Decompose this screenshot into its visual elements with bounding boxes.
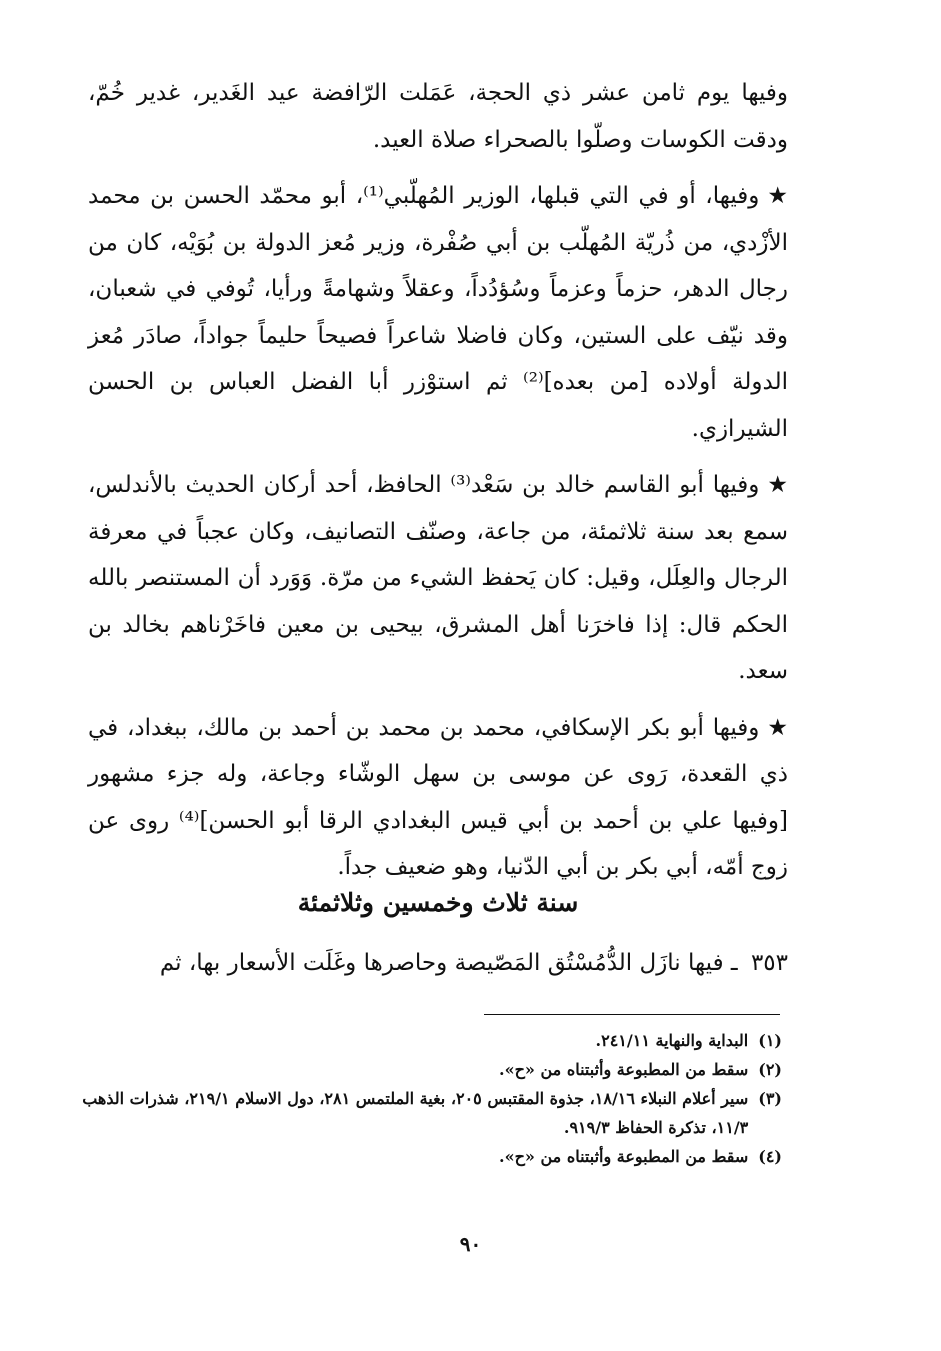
paragraph-iskafi (88, 705, 788, 891)
footnote-text: سير أعلام النبلاء ١٨/١٦، جذوة المقتبس ٢٠٥، بغية الملتمس ٢٨١، دول الاسلام ٢١٩/١، شذرات الذهب ١١/٣، تذكرة الحفاظ ٩١٩/٣. (82, 1089, 749, 1137)
paragraph-text: وفيها أبو القاسم خالد بن سَعْد⁽³⁾ الحافظ، أحد أركان الحديث بالأندلس، سمع بعد سنة ثلاثمئة، من جاعة، وصنّف التصانيف، وكان عجباً في معرفة الرجال والعِلَل، وقيل: كان يَحفظ الشيء من مرّة. وَوَرد أن المستنصر بالله الحكم قال: إذا فاخرَنا أهل المشرق، بيحيى بن معين فاخَرْناهم بخالد بن سعد. (88, 472, 788, 684)
star-icon: ★ (767, 472, 788, 498)
paragraph-text: وفيها، أو في التي قبلها، الوزير المُهلّبي⁽¹⁾، أبو محمّد الحسن بن محمد الأزْدي، من ذُريّة المُهلّب بن أبي صُفْرة، وزير مُعز الدولة بن بُوَيْه، كان من رجال الدهر، حزماً وعزماً وسُؤدُداً، وعقلاً وشهامةً ورأيا، تُوفي في شعبان، وقد نيّف على الستين، وكان فاضلا شاعراً فصيحاً حليماً جواداً، صادَر مُعز الدولة أولاده [من بعده]⁽²⁾ ثم استوْزر أبا الفضل العباس بن الحسن الشيرازي. (88, 183, 788, 442)
year-entry-text: ـ فيها نازَل الدُّمُسْتُق المَصّيصة وحاصرها وغَلَت الأسعار بها، ثم (159, 950, 738, 976)
footnote-item (80, 1055, 782, 1084)
footnote-text: سقط من المطبوعة وأثبتناه من «ح». (499, 1060, 749, 1079)
paragraph-khalid-ibn-sad (88, 462, 788, 695)
footnote-number: (١) (758, 1031, 782, 1050)
footnote-number: (٢) (758, 1060, 782, 1079)
footnote-divider (484, 1014, 780, 1015)
footnote-item (80, 1084, 782, 1142)
star-icon: ★ (767, 183, 788, 209)
paragraph-text: وفيها أبو بكر الإسكافي، محمد بن محمد بن أحمد بن مالك، ببغداد، في ذي القعدة، رَوى عن موسى بن سهل الوشّاء وجاعة، وله جزء مشهور [وفيها علي بن أحمد بن أبي قيس البغدادي الرقا أبو الحسن]⁽⁴⁾ روى عن زوج أمّه، أبي بكر بن أبي الدّنيا، وهو ضعيف جداً. (88, 714, 788, 880)
paragraph-text: وفيها يوم ثامن عشر ذي الحجة، عَمَلت الرّافضة عيد الغَدير، غدير خُمّ، ودقت الكوسات وصلّوا بالصحراء صلاة العيد. (88, 80, 788, 153)
star-icon: ★ (767, 714, 788, 741)
footnote-number: (٤) (758, 1147, 782, 1166)
paragraph-muhallabi (88, 173, 788, 452)
main-text (88, 70, 788, 901)
footnote-text: البداية والنهاية ٢٤١/١١. (595, 1031, 749, 1050)
footnotes (80, 1026, 782, 1171)
page-number: ٩٠ (459, 1232, 482, 1256)
paragraph-eid-ghadir (88, 70, 788, 163)
year-number: ٣٥٣ (750, 950, 788, 976)
footnote-number: (٣) (758, 1089, 782, 1108)
footnote-item (80, 1142, 782, 1171)
year-entry (88, 940, 788, 986)
footnote-text: سقط من المطبوعة وأثبتناه من «ح». (499, 1147, 749, 1166)
year-heading: سنة ثلاث وخمسين وثلاثمئة (297, 888, 579, 917)
footnote-item (80, 1026, 782, 1055)
